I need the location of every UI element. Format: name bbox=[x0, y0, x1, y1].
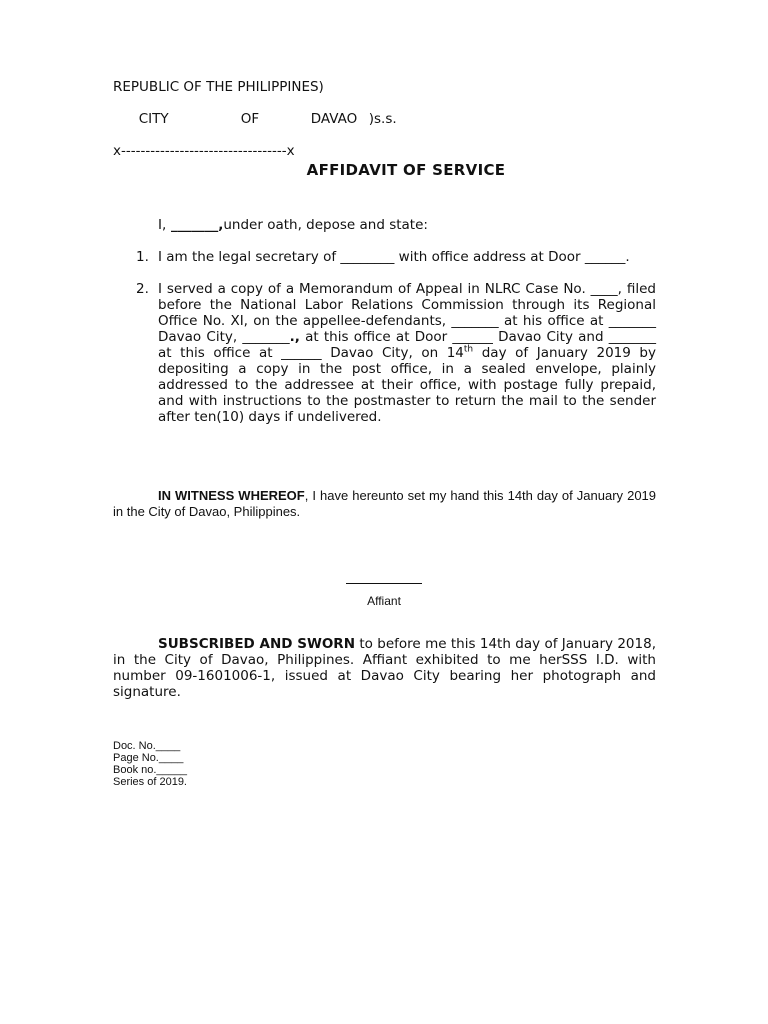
intro-pronoun: I, bbox=[158, 217, 167, 233]
ordinal-suffix: th bbox=[463, 344, 474, 355]
service-text-part1: I served a copy of a Memorandum of Appeal in NLRC Case No. ____, filed before the National Labor Relations Commission through its Regional Office No. XI, on the appellee-defendants, _______ at his office at _______ Davao City, _______ bbox=[158, 281, 656, 345]
intro-rest: under oath, depose and state: bbox=[223, 217, 428, 233]
series-year: Series of 2019. bbox=[113, 776, 187, 788]
list-item-text: I am the legal secretary of ________ with office address at Door ______. bbox=[158, 249, 630, 265]
list-item-number: 2. bbox=[136, 281, 149, 297]
witness-text: , I have hereunto set my hand this 14th day of January 2019 in the City of Davao, Philippines. bbox=[113, 488, 657, 519]
doc-number: Doc. No.____ bbox=[113, 740, 181, 752]
list-item bbox=[136, 249, 656, 265]
witness-heading: IN WITNESS WHEREOF bbox=[158, 488, 305, 503]
signature-line bbox=[346, 583, 422, 584]
witness-paragraph bbox=[113, 488, 656, 520]
document-title: AFFIDAVIT OF SERVICE bbox=[306, 161, 506, 179]
service-text-part2: at this office at Door ______ Davao City and _______ at this office at ______ Davao City, on 14 bbox=[158, 329, 656, 361]
book-number: Book no._____ bbox=[113, 764, 188, 776]
venue-city-row bbox=[113, 95, 397, 143]
intro-name-blank: _______, bbox=[166, 217, 224, 233]
list-item bbox=[136, 281, 656, 425]
intro-line bbox=[158, 217, 428, 233]
venue-republic: REPUBLIC OF THE PHILIPPINES) bbox=[113, 79, 324, 95]
affiant-label: Affiant bbox=[367, 594, 401, 608]
list-item-number: 1. bbox=[136, 249, 149, 265]
venue-ss: )s.s. bbox=[368, 111, 397, 127]
notarial-register bbox=[113, 740, 187, 788]
venue-city: CITY bbox=[138, 111, 169, 127]
list-item-text bbox=[158, 281, 656, 425]
service-text-part3: day of January 2019 by depositing a copy in the post office, in a sealed envelope, plainly addressed to the addressee at their office, with postage fully prepaid, and with instructions to the postmaster to return the mail to the sender after ten(10) days if undelivered. bbox=[158, 345, 656, 425]
page-number: Page No.____ bbox=[113, 752, 184, 764]
jurat-text: to before me this 14th day of January 2018, in the City of Davao, Philippines. Affiant exhibited to me herSSS I.D. with number 09-1601006-1, issued at Davao City bearing her photograph and signature. bbox=[113, 636, 656, 700]
venue-of: OF bbox=[240, 111, 260, 127]
service-bold-comma: ., bbox=[289, 329, 300, 345]
statement-list bbox=[136, 249, 656, 441]
venue-block bbox=[113, 79, 397, 159]
jurat-heading: SUBSCRIBED AND SWORN bbox=[158, 636, 356, 652]
venue-caption-line: x----------------------------------x bbox=[113, 143, 295, 159]
jurat-paragraph bbox=[113, 636, 656, 700]
venue-davao: DAVAO bbox=[310, 111, 358, 127]
